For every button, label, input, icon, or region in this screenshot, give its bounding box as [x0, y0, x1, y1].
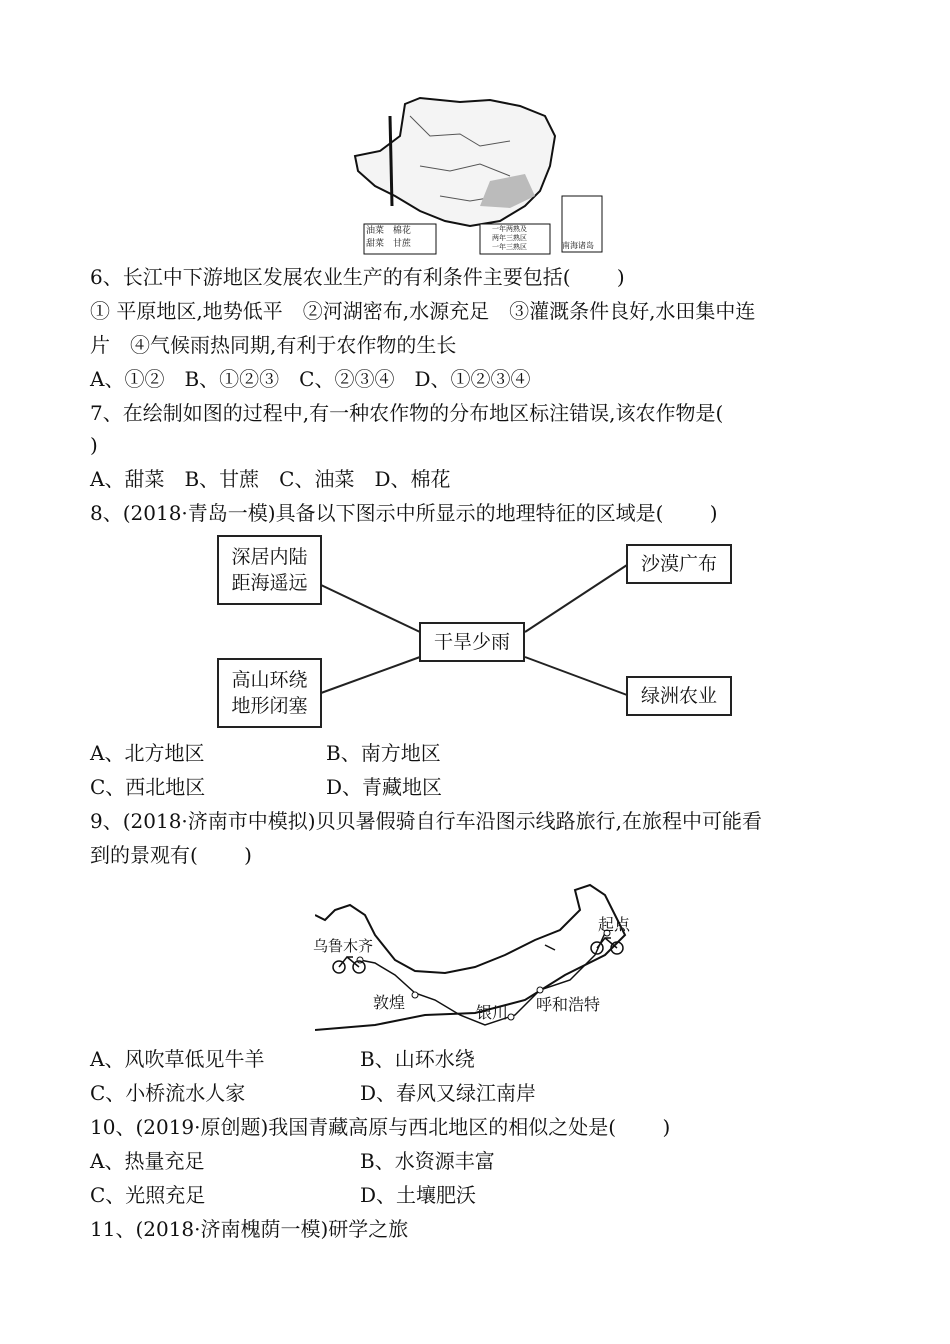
q8-option-row1	[90, 738, 441, 768]
q6-stem: 6、长江中下游地区发展农业生产的有利条件主要包括( )	[90, 265, 625, 289]
q7-stem-cont: )	[90, 433, 98, 457]
q7-options[interactable]: A、甜菜 B、甘蔗 C、油菜 D、棉花	[90, 467, 451, 491]
q8-box-desert: 沙漠广布	[626, 544, 732, 584]
q8-option-d[interactable]: D、青藏地区	[326, 775, 443, 799]
q10-option-b[interactable]: B、水资源丰富	[360, 1149, 495, 1173]
q8-option-b[interactable]: B、南方地区	[326, 741, 441, 765]
q8-box-center: 干旱少雨	[419, 622, 525, 662]
q10-stem: 10、(2019·原创题)我国青藏高原与西北地区的相似之处是( )	[90, 1115, 671, 1139]
q9-stem-cont: 到的景观有( )	[90, 843, 252, 867]
legend-zone-2: 两年三熟区	[492, 234, 527, 242]
map1-legend	[366, 225, 438, 251]
q9-option-c[interactable]: C、小桥流水人家	[90, 1081, 246, 1105]
map1-inset-label: 南海诸岛	[562, 241, 594, 250]
legend-zone-3: 一年三熟区	[492, 243, 527, 251]
q8-option-c[interactable]: C、西北地区	[90, 775, 206, 799]
q9-option-a[interactable]: A、风吹草低见牛羊	[90, 1047, 265, 1071]
legend-rapeseed: 油菜	[366, 226, 385, 236]
q10-option-row2	[90, 1180, 477, 1210]
q9-option-b[interactable]: B、山环水绕	[360, 1047, 475, 1071]
q9-label-hohhot: 呼和浩特	[536, 995, 601, 1014]
q8-box-oasis: 绿洲农业	[626, 676, 732, 716]
q6-options[interactable]: A、①② B、①②③ C、②③④ D、①②③④	[90, 367, 531, 391]
q10-option-row1	[90, 1146, 495, 1176]
q9-label-yinchuan: 银川	[476, 1003, 509, 1022]
legend-cotton: 棉花	[392, 226, 411, 236]
q9-label-urumqi: 乌鲁木齐	[313, 937, 374, 955]
q9-label-start: 起点	[598, 915, 631, 934]
map1-legend-right	[492, 225, 562, 252]
q8-stem: 8、(2018·青岛一模)具备以下图示中所显示的地理特征的区域是( )	[90, 501, 718, 525]
q10-option-d[interactable]: D、土壤肥沃	[360, 1183, 477, 1207]
q8-box-mountains: 高山环绕 地形闭塞	[217, 658, 322, 728]
q10-option-c[interactable]: C、光照充足	[90, 1183, 206, 1207]
q9-label-dunhuang: 敦煌	[373, 993, 406, 1012]
q9-stem: 9、(2018·济南市中模拟)贝贝暑假骑自行车沿图示线路旅行,在旅程中可能看	[90, 809, 762, 833]
q9-option-d[interactable]: D、春风又绿江南岸	[360, 1081, 537, 1105]
q11-stem: 11、(2018·济南槐荫一模)研学之旅	[90, 1217, 409, 1241]
q7-stem: 7、在绘制如图的过程中,有一种农作物的分布地区标注错误,该农作物是(	[90, 401, 724, 425]
q9-option-row1	[90, 1044, 475, 1074]
q8-option-row2	[90, 772, 443, 802]
legend-sugarcane: 甘蔗	[392, 239, 411, 249]
q6-line3: 片 ④气候雨热同期,有利于农作物的生长	[90, 333, 457, 357]
q10-option-a[interactable]: A、热量充足	[90, 1149, 205, 1173]
legend-sugarbeet: 甜菜	[366, 239, 385, 249]
q8-option-a[interactable]: A、北方地区	[90, 741, 205, 765]
legend-zone-1: 一年两熟及	[492, 225, 527, 233]
q9-option-row2	[90, 1078, 537, 1108]
q6-line2: ① 平原地区,地势低平 ②河湖密布,水源充足 ③灌溉条件良好,水田集中连	[90, 299, 756, 323]
q8-box-inland: 深居内陆 距海遥远	[217, 535, 322, 605]
